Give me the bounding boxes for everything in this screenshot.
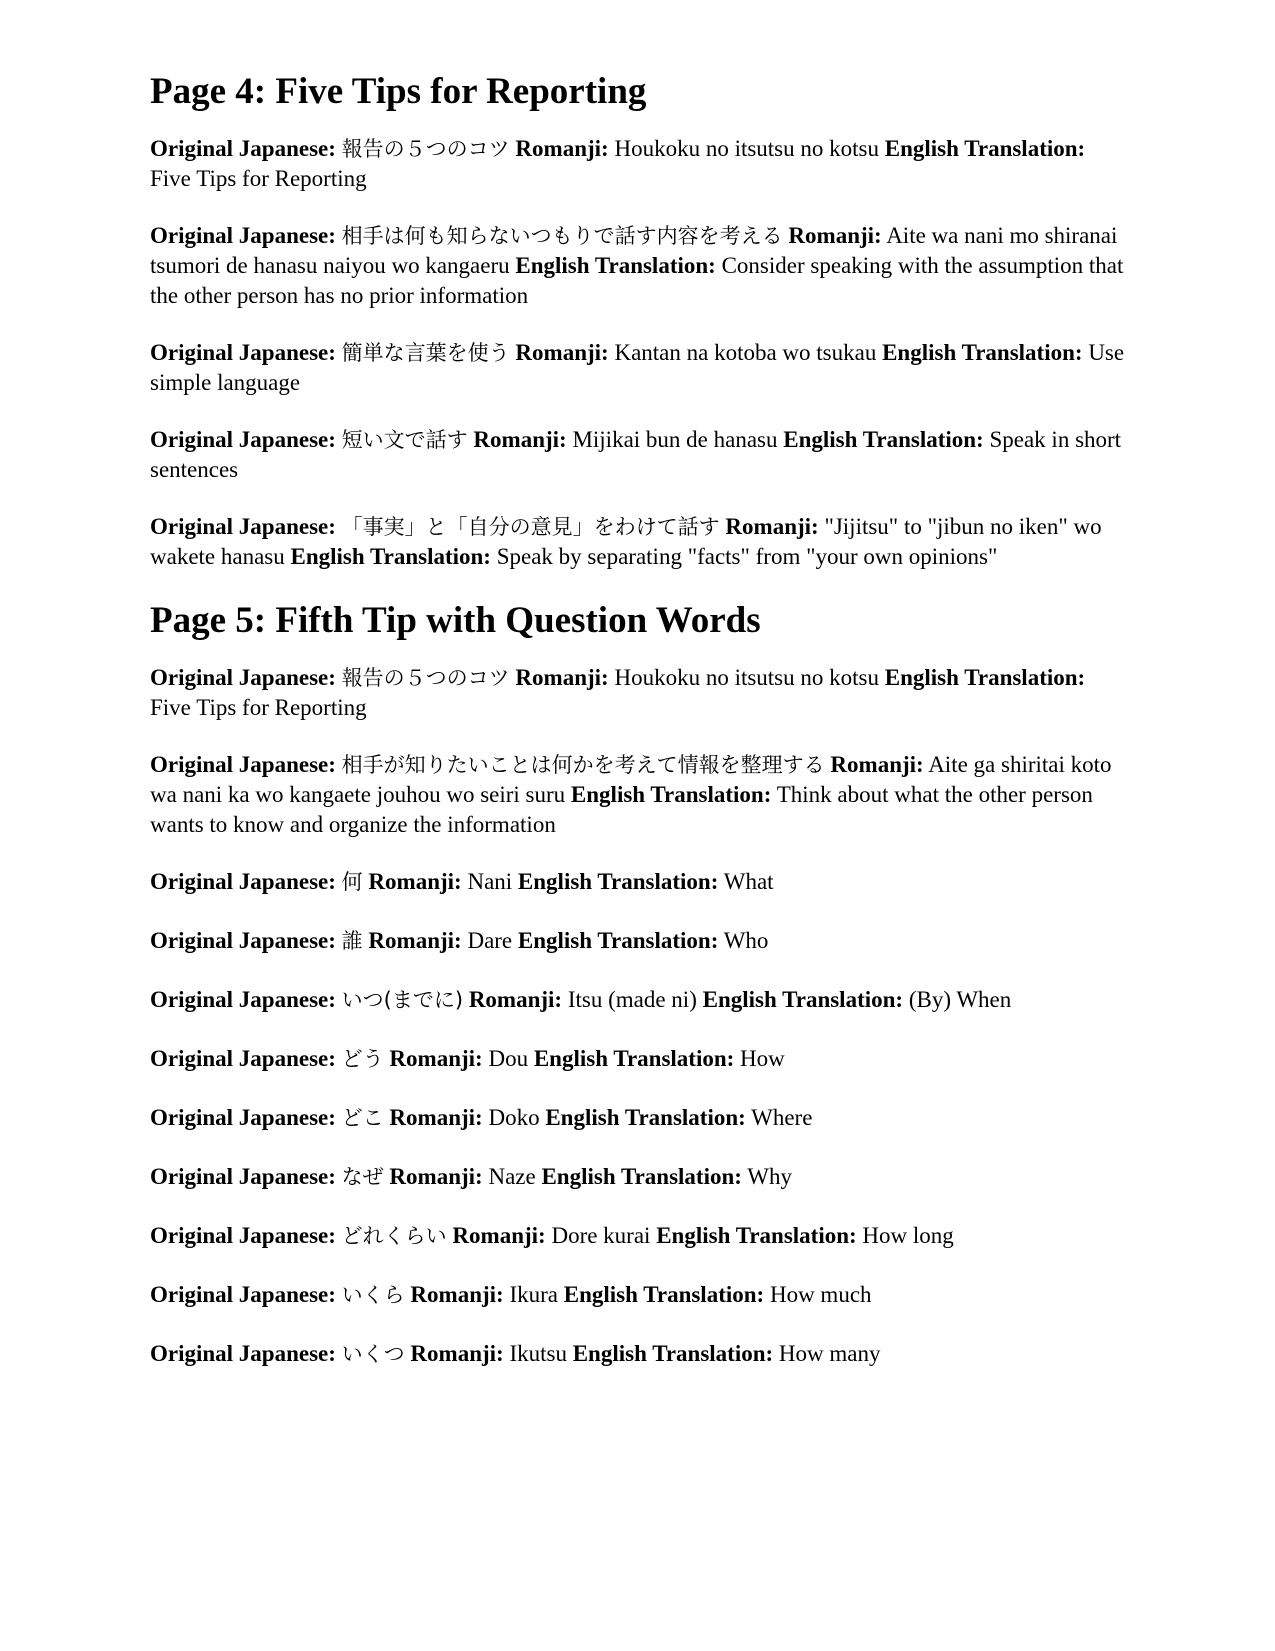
japanese-label: Original Japanese: bbox=[150, 869, 336, 894]
romanji-label: Romanji: bbox=[452, 1223, 546, 1248]
english-label: English Translation: bbox=[570, 782, 772, 807]
japanese-text: どう bbox=[341, 1047, 384, 1071]
romanji-text: Mijikai bun de hanasu bbox=[572, 427, 778, 452]
japanese-label: Original Japanese: bbox=[150, 1105, 336, 1130]
romanji-label: Romanji: bbox=[473, 427, 567, 452]
vocab-entry bbox=[150, 221, 1130, 311]
vocab-entry bbox=[150, 1339, 1130, 1369]
vocab-entry bbox=[150, 1221, 1130, 1251]
romanji-label: Romanji: bbox=[389, 1105, 483, 1130]
japanese-label: Original Japanese: bbox=[150, 1282, 336, 1307]
japanese-label: Original Japanese: bbox=[150, 223, 336, 248]
romanji-label: Romanji: bbox=[515, 340, 609, 365]
vocab-entry bbox=[150, 750, 1130, 840]
romanji-label: Romanji: bbox=[515, 665, 609, 690]
vocab-entry bbox=[150, 1103, 1130, 1133]
vocab-entry bbox=[150, 1280, 1130, 1310]
vocab-entry bbox=[150, 867, 1130, 897]
english-text: How bbox=[740, 1046, 785, 1071]
romanji-label: Romanji: bbox=[725, 514, 819, 539]
romanji-label: Romanji: bbox=[788, 223, 882, 248]
romanji-text: Nani bbox=[467, 869, 513, 894]
document-page bbox=[150, 70, 1130, 1398]
english-label: English Translation: bbox=[572, 1341, 774, 1366]
romanji-text: Naze bbox=[488, 1164, 536, 1189]
japanese-label: Original Japanese: bbox=[150, 136, 336, 161]
romanji-text: Houkoku no itsutsu no kotsu bbox=[614, 136, 879, 161]
romanji-label: Romanji: bbox=[389, 1046, 483, 1071]
romanji-label: Romanji: bbox=[368, 928, 462, 953]
english-label: English Translation: bbox=[541, 1164, 742, 1189]
romanji-label: Romanji: bbox=[830, 752, 924, 777]
japanese-text: どれくらい bbox=[341, 1224, 447, 1248]
english-label: English Translation: bbox=[533, 1046, 735, 1071]
romanji-text: Dore kurai bbox=[551, 1223, 651, 1248]
vocab-entry bbox=[150, 425, 1130, 485]
romanji-text: Aite wa nani mo shiranai tsumori de hanasu naiyou wo kangaeru bbox=[150, 223, 1118, 278]
romanji-text: Doko bbox=[488, 1105, 540, 1130]
japanese-label: Original Japanese: bbox=[150, 1341, 336, 1366]
japanese-text: どこ bbox=[341, 1106, 384, 1130]
english-text: Speak by separating "facts" from "your own opinions" bbox=[496, 544, 998, 569]
romanji-label: Romanji: bbox=[389, 1164, 483, 1189]
english-label: English Translation: bbox=[515, 253, 716, 278]
romanji-label: Romanji: bbox=[410, 1341, 504, 1366]
romanji-label: Romanji: bbox=[515, 136, 609, 161]
vocab-entry bbox=[150, 338, 1130, 398]
english-label: English Translation: bbox=[884, 136, 1086, 161]
japanese-text: 相手は何も知らないつもりで話す内容を考える bbox=[341, 224, 783, 248]
japanese-label: Original Japanese: bbox=[150, 427, 336, 452]
english-text: Speak in short sentences bbox=[150, 427, 1122, 482]
vocab-entry bbox=[150, 134, 1130, 194]
romanji-text: Itsu (made ni) bbox=[567, 987, 697, 1012]
romanji-label: Romanji: bbox=[410, 1282, 504, 1307]
japanese-text: 簡単な言葉を使う bbox=[341, 341, 510, 365]
japanese-label: Original Japanese: bbox=[150, 1164, 336, 1189]
japanese-label: Original Japanese: bbox=[150, 514, 336, 539]
japanese-text: いつ(までに) bbox=[341, 988, 464, 1012]
english-text: How many bbox=[778, 1341, 881, 1366]
japanese-label: Original Japanese: bbox=[150, 340, 336, 365]
japanese-label: Original Japanese: bbox=[150, 928, 336, 953]
japanese-text: 短い文で話す bbox=[341, 428, 468, 452]
japanese-label: Original Japanese: bbox=[150, 987, 336, 1012]
english-label: English Translation: bbox=[882, 340, 1083, 365]
english-text: Who bbox=[723, 928, 769, 953]
japanese-text: いくら bbox=[341, 1283, 405, 1307]
english-label: English Translation: bbox=[517, 928, 719, 953]
english-label: English Translation: bbox=[545, 1105, 746, 1130]
vocab-entry bbox=[150, 926, 1130, 956]
japanese-label: Original Japanese: bbox=[150, 665, 336, 690]
romanji-text: Aite ga shiritai koto wa nani ka wo kangaete jouhou wo seiri suru bbox=[150, 752, 1112, 807]
japanese-text: 報告の５つのコツ bbox=[341, 137, 510, 161]
romanji-label: Romanji: bbox=[368, 869, 462, 894]
japanese-text: 誰 bbox=[341, 929, 363, 953]
english-text: Where bbox=[751, 1105, 813, 1130]
japanese-label: Original Japanese: bbox=[150, 1046, 336, 1071]
romanji-text: Dou bbox=[488, 1046, 529, 1071]
english-text: Five Tips for Reporting bbox=[150, 166, 367, 191]
romanji-text: Ikura bbox=[509, 1282, 558, 1307]
english-label: English Translation: bbox=[656, 1223, 857, 1248]
english-label: English Translation: bbox=[702, 987, 904, 1012]
english-text: (By) When bbox=[908, 987, 1012, 1012]
romanji-text: Kantan na kotoba wo tsukau bbox=[614, 340, 877, 365]
vocab-entry bbox=[150, 663, 1130, 723]
romanji-text: Houkoku no itsutsu no kotsu bbox=[614, 665, 879, 690]
english-label: English Translation: bbox=[290, 544, 491, 569]
japanese-text: なぜ bbox=[341, 1165, 384, 1189]
english-label: English Translation: bbox=[783, 427, 984, 452]
vocab-entry bbox=[150, 512, 1130, 572]
romanji-label: Romanji: bbox=[468, 987, 563, 1012]
english-text: Think about what the other person wants to know and organize the information bbox=[150, 782, 1093, 837]
english-label: English Translation: bbox=[884, 665, 1086, 690]
romanji-text: "Jijitsu" to "jibun no iken" wo wakete hanasu bbox=[150, 514, 1102, 569]
section-title: Page 5: Fifth Tip with Question Words bbox=[150, 600, 761, 641]
japanese-text: 何 bbox=[341, 870, 363, 894]
english-text: Why bbox=[747, 1164, 792, 1189]
english-text: What bbox=[723, 869, 774, 894]
english-text: How much bbox=[769, 1282, 872, 1307]
japanese-text: いくつ bbox=[341, 1342, 405, 1366]
english-label: English Translation: bbox=[563, 1282, 765, 1307]
romanji-text: Dare bbox=[467, 928, 513, 953]
romanji-text: Ikutsu bbox=[509, 1341, 567, 1366]
vocab-entry bbox=[150, 1162, 1130, 1192]
vocab-entry bbox=[150, 985, 1130, 1015]
section-title: Page 4: Five Tips for Reporting bbox=[150, 71, 647, 112]
japanese-label: Original Japanese: bbox=[150, 1223, 336, 1248]
japanese-text: 報告の５つのコツ bbox=[341, 666, 510, 690]
english-text: Consider speaking with the assumption that the other person has no prior information bbox=[150, 253, 1124, 308]
japanese-text: 「事実」と「自分の意見」をわけて話す bbox=[341, 515, 720, 539]
english-label: English Translation: bbox=[517, 869, 719, 894]
japanese-text: 相手が知りたいことは何かを考えて情報を整理する bbox=[341, 753, 825, 777]
japanese-label: Original Japanese: bbox=[150, 752, 336, 777]
english-text: How long bbox=[862, 1223, 954, 1248]
english-text: Five Tips for Reporting bbox=[150, 695, 367, 720]
english-text: Use simple language bbox=[150, 340, 1125, 395]
vocab-entry bbox=[150, 1044, 1130, 1074]
